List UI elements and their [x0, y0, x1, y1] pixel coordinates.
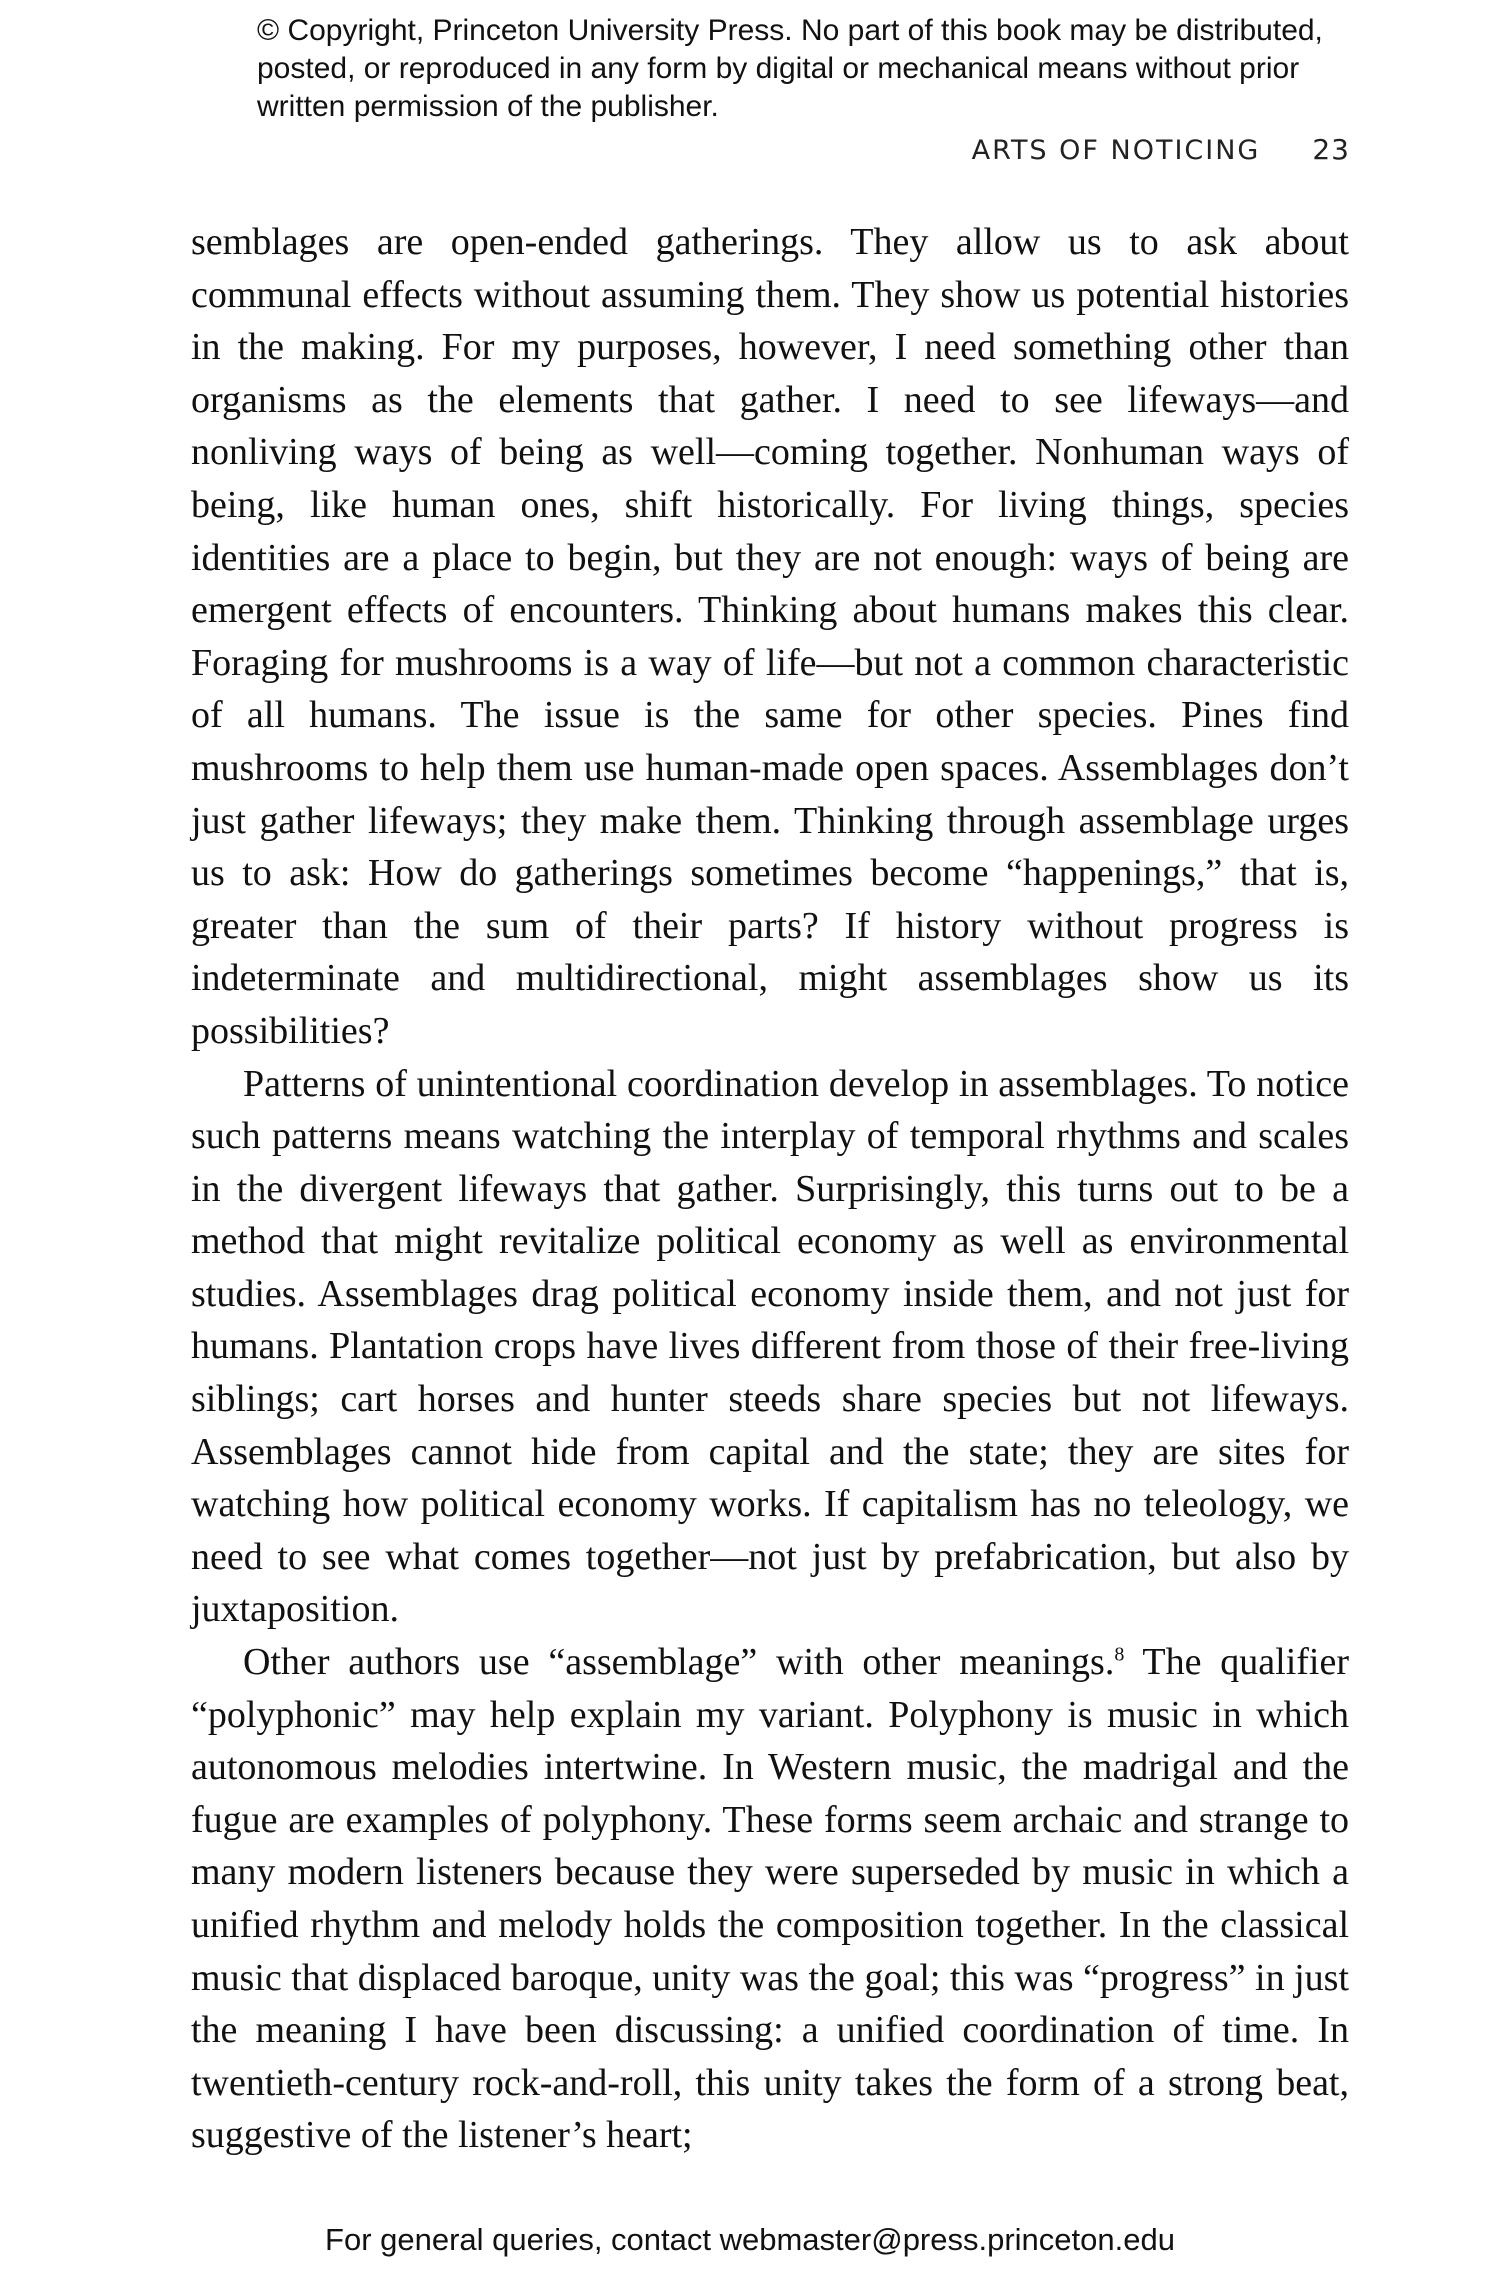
paragraph: Patterns of unintentional coordination develop in assemblages. To notice such patterns means watching the interplay of temporal rhythms and scales in the divergent lifeways that gather. Surprisingly, this turns out to be a method that might revitalize political economy as well as environmental studies. Assemblages drag political economy inside them, and not just for humans. Plantation crops have lives different from those of their free-living siblings; cart horses and hunter steeds share species but not lifeways. Assemblages cannot hide from capital and the state; they are sites for watching how political economy works. If capitalism has no teleology, we need to see what comes together—not just by prefabrication, but also by juxtaposition.	[191, 1062, 1349, 1631]
paragraph	[191, 1636, 1349, 2162]
running-head-title: ARTS OF NOTICING	[971, 135, 1261, 166]
paragraph-text: Other authors use “assemblage” with other meanings.	[243, 1641, 1115, 1684]
paragraph-text: The qualifier “polyphonic” may help explain my variant. Polyphony is music in which autonomous melodies intertwine. In Western music, the madrigal and the fugue are examples of polyphony. These forms seem archaic and strange to many modern listeners because they were superseded by music in which a unified rhythm and melody holds the composition together. In the classical music that displaced baroque, unity was the goal; this was “progress” in just the meaning I have been discussing: a unified coordination of time. In twentieth-century rock-and-roll, this unity takes the form of a strong beat, suggestive of the listener’s heart;	[191, 1641, 1349, 2157]
paragraph: semblages are open-ended gatherings. They allow us to ask about communal effects without assuming them. They show us potential histories in the making. For my purposes, however, I need something other than organisms as the elements that gather. I need to see lifeways—and nonliving ways of being as well—coming together. Nonhuman ways of being, like human ones, shift historically. For living things, species identities are a place to begin, but they are not enough: ways of being are emergent effects of encounters. Thinking about humans makes this clear. Foraging for mushrooms is a way of life—but not a common characteristic of all humans. The issue is the same for other species. Pines find mushrooms to help them use human-made open spaces. Assemblages don’t just gather lifeways; they make them. Thinking through assemblage urges us to ask: How do gatherings sometimes become “happenings,” that is, greater than the sum of their parts? If history without progress is indeterminate and multidirectional, might assemblages show us its possibilities?	[191, 221, 1349, 1052]
copyright-notice: © Copyright, Princeton University Press. No part of this book may be distributed, posted, or reproduced in any form by digital or mechanical means without prior written permission of the publisher.	[257, 14, 1323, 123]
running-head	[972, 133, 1350, 166]
body-text	[191, 216, 1349, 2162]
page-number: 23	[1312, 133, 1350, 166]
footnote-marker[interactable]: 8	[1114, 1643, 1125, 1666]
footer-contact: For general queries, contact webmaster@press.princeton.edu	[325, 2222, 1175, 2257]
